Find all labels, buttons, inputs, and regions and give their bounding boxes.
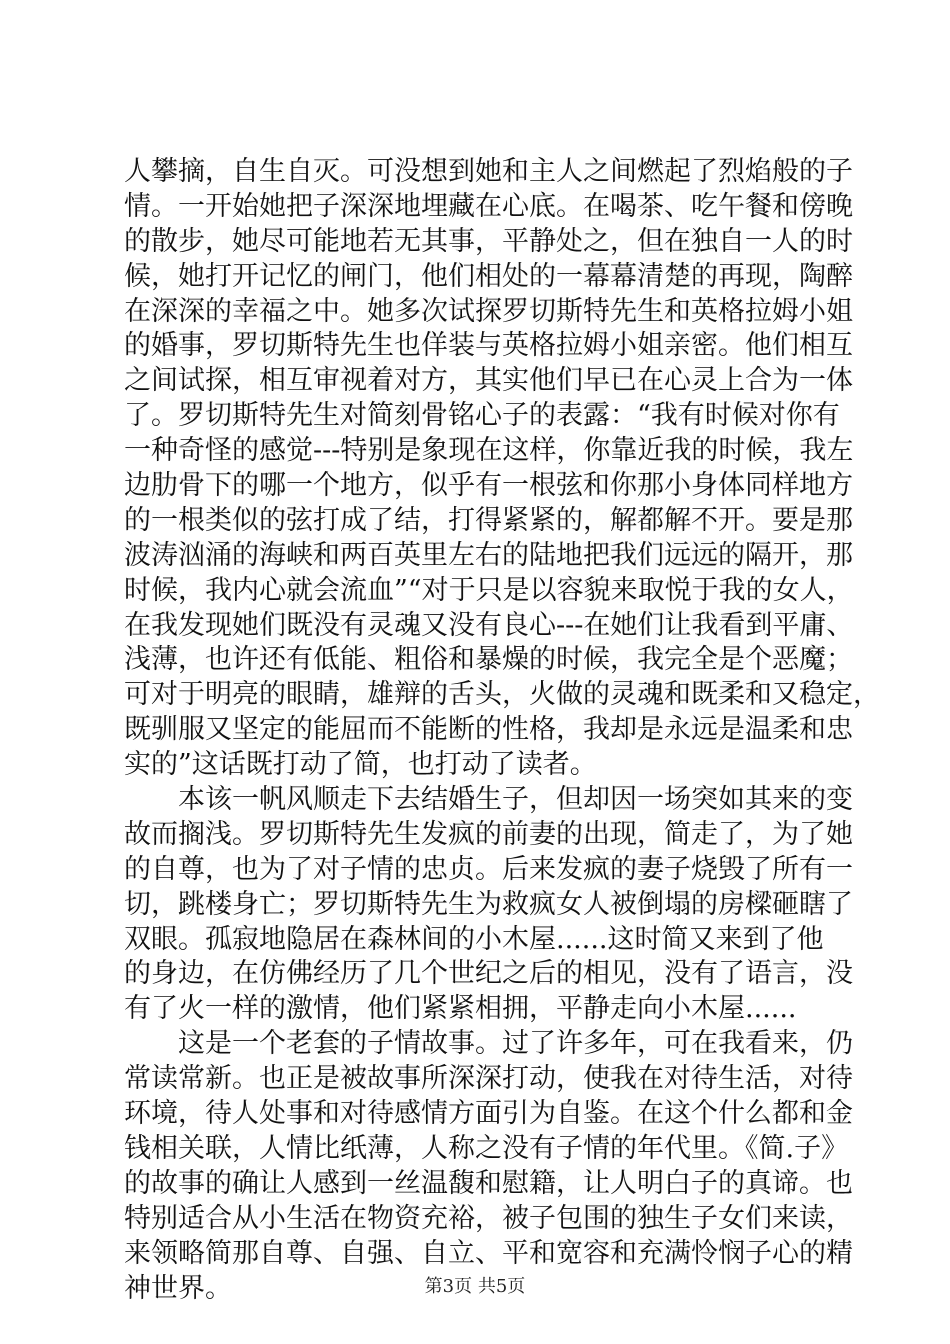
text-line: 波涛汹涌的海峡和两百英里左右的陆地把我们远远的隔开，那 [124, 539, 853, 571]
text-line: 时候，我内心就会流血”“对于只是以容貌来取悦于我的女人， [124, 574, 854, 606]
text-line: 特别适合从小生活在物资充裕，被子包围的独生子女们来读， [124, 1202, 853, 1234]
text-line: 之间试探，相互审视着对方，其实他们早已在心灵上合为一体 [124, 365, 853, 397]
text-line: 常读常新。也正是被故事所深深打动，使我在对待生活，对待 [124, 1063, 853, 1095]
text-line: 故而搁浅。罗切斯特先生发疯的前妻的出现，简走了，为了她 [124, 818, 853, 850]
text-line: 有了火一样的激情，他们紧紧相拥，平静走向小木屋...... [124, 993, 797, 1025]
text-line: 在我发现她们既没有灵魂又没有良心---在她们让我看到平庸、 [124, 609, 854, 641]
text-line: 双眼。孤寂地隐居在森林间的小木屋......这时简又来到了他 [124, 923, 824, 955]
text-line: 一种奇怪的感觉---特别是象现在这样，你靠近我的时候，我左 [124, 435, 854, 467]
text-line: 的一根类似的弦打成了结，打得紧紧的，解都解不开。要是那 [124, 504, 853, 536]
page-footer [0, 1272, 950, 1298]
body-text [124, 155, 880, 1306]
text-line: 了。罗切斯特先生对简刻骨铭心子的表露：“我有时候对你有 [124, 400, 840, 432]
text-line: 这是一个老套的子情故事。过了许多年，可在我看来，仍 [124, 1028, 853, 1060]
text-line: 候，她打开记忆的闸门，他们相处的一幕幕清楚的再现，陶醉 [124, 260, 853, 292]
text-line: 浅薄，也许还有低能、粗俗和暴燥的时候，我完全是个恶魔； [124, 644, 853, 676]
text-line: 实的”这话既打动了简，也打动了读者。 [124, 749, 597, 781]
text-line: 本该一帆风顺走下去结婚生子，但却因一场突如其来的变 [124, 784, 853, 816]
text-line: 的婚事，罗切斯特先生也佯装与英格拉姆小姐亲密。他们相互 [124, 330, 853, 362]
text-line: 神世界。 [124, 1272, 232, 1304]
text-line: 的自尊，也为了对子情的忠贞。后来发疯的妻子烧毁了所有一 [124, 853, 853, 885]
text-line: 人攀摘，自生自灭。可没想到她和主人之间燃起了烈焰般的子 [124, 156, 853, 187]
text-line: 既驯服又坚定的能屈而不能断的性格，我却是永远是温柔和忠 [124, 714, 853, 746]
text-line: 情。一开始她把子深深地埋藏在心底。在喝茶、吃午餐和傍晚 [124, 190, 853, 222]
text-line: 来领略简那自尊、自强、自立、平和宽容和充满怜悯子心的精 [124, 1237, 853, 1269]
text-line: 钱相关联，人情比纸薄，人称之没有子情的年代里。《简.子》 [124, 1132, 849, 1164]
text-line: 边肋骨下的哪一个地方，似乎有一根弦和你那小身体同样地方 [124, 470, 853, 502]
text-line: 环境，待人处事和对待感情方面引为自鉴。在这个什么都和金 [124, 1098, 853, 1130]
page-number: 第3页 共5页 [424, 1276, 526, 1297]
text-line: 切，跳楼身亡；罗切斯特先生为救疯女人被倒塌的房樑砸瞎了 [124, 888, 853, 920]
text-line: 的散步，她尽可能地若无其事，平静处之，但在独自一人的时 [124, 225, 853, 257]
text-line: 可对于明亮的眼睛，雄辩的舌头，火做的灵魂和既柔和又稳定， [124, 679, 880, 711]
text-line: 在深深的幸福之中。她多次试探罗切斯特先生和英格拉姆小姐 [124, 295, 853, 327]
text-line: 的身边，在仿佛经历了几个世纪之后的相见，没有了语言，没 [124, 958, 853, 990]
text-line: 的故事的确让人感到一丝温馥和慰籍，让人明白子的真谛。也 [124, 1167, 853, 1199]
